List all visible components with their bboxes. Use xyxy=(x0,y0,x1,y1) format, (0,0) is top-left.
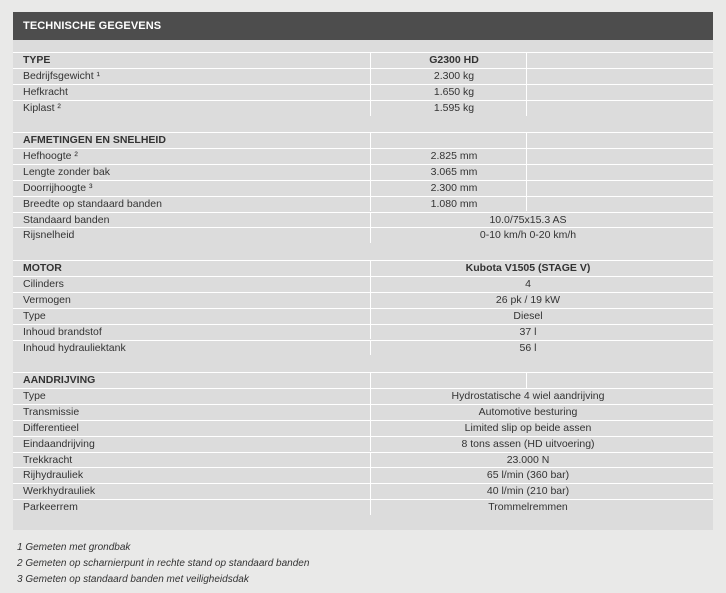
spec-value: 4 xyxy=(525,277,531,290)
spec-label: Eindaandrijving xyxy=(23,437,95,450)
column-divider xyxy=(370,421,371,436)
column-divider xyxy=(370,228,371,243)
spec-value: 23.000 N xyxy=(506,453,550,466)
spec-label: Trekkracht xyxy=(23,453,73,466)
spec-row xyxy=(13,292,713,308)
column-divider xyxy=(370,389,371,404)
column-divider xyxy=(370,261,371,276)
spec-row xyxy=(13,164,713,180)
spec-value: 1.080 mm xyxy=(430,197,478,210)
spec-row xyxy=(13,436,713,452)
column-divider xyxy=(370,500,371,515)
spec-value: Hydrostatische 4 wiel aandrijving xyxy=(451,389,605,402)
column-divider xyxy=(370,69,371,84)
spec-row xyxy=(13,388,713,404)
column-divider xyxy=(370,373,371,388)
spec-value: 26 pk / 19 kW xyxy=(495,293,561,306)
spec-value: 1.650 kg xyxy=(433,85,475,98)
spec-label: Vermogen xyxy=(23,293,71,306)
spec-value: 56 l xyxy=(519,341,537,354)
spec-value: 37 l xyxy=(519,325,537,338)
spec-label: Type xyxy=(23,389,46,402)
spec-label: Hefkracht xyxy=(23,85,68,98)
column-divider xyxy=(526,197,527,212)
spec-value: 1.595 kg xyxy=(433,101,475,114)
spec-row xyxy=(13,276,713,292)
spec-value: 2.300 mm xyxy=(430,181,478,194)
column-divider xyxy=(526,181,527,196)
spec-label: Rijsnelheid xyxy=(23,229,75,242)
column-divider xyxy=(370,277,371,292)
spec-value: 8 tons assen (HD uitvoering) xyxy=(461,437,595,450)
spec-row xyxy=(13,84,713,100)
spec-value: 40 l/min (210 bar) xyxy=(486,485,570,498)
column-divider xyxy=(370,437,371,452)
model-name: G2300 HD xyxy=(429,54,479,66)
spec-row xyxy=(13,180,713,196)
spec-label: Lengte zonder bak xyxy=(23,165,110,178)
footnote-3: 3 Gemeten op standaard banden met veiligheidsdak xyxy=(17,574,249,585)
footnote-2: 2 Gemeten op scharnierpunt in rechte stand op standaard banden xyxy=(17,558,310,569)
spec-row xyxy=(13,340,713,356)
section-heading-row xyxy=(13,372,713,388)
spec-row xyxy=(13,404,713,420)
column-divider xyxy=(370,309,371,324)
spec-row xyxy=(13,68,713,84)
column-divider xyxy=(370,341,371,356)
column-divider xyxy=(526,149,527,164)
column-divider xyxy=(526,165,527,180)
section-heading-row xyxy=(13,260,713,276)
column-divider xyxy=(370,101,371,116)
spec-label: Doorrijhoogte ³ xyxy=(23,181,93,194)
spec-label: Parkeerrem xyxy=(23,501,78,514)
spec-label: Hefhoogte ² xyxy=(23,149,78,162)
spec-row xyxy=(13,148,713,164)
footnote-1: 1 Gemeten met grondbak xyxy=(17,542,131,553)
column-divider xyxy=(526,69,527,84)
spec-row xyxy=(13,100,713,116)
spec-value: 0-10 km/h 0-20 km/h xyxy=(479,229,577,242)
spec-row xyxy=(13,212,713,228)
spec-value: 65 l/min (360 bar) xyxy=(486,469,570,482)
section-heading: AFMETINGEN EN SNELHEID xyxy=(23,134,166,146)
spec-value: 3.065 mm xyxy=(430,165,478,178)
section-header xyxy=(13,12,713,40)
spec-label: Breedte op standaard banden xyxy=(23,197,162,210)
column-divider xyxy=(526,133,527,148)
header-title: TECHNISCHE GEGEVENS xyxy=(23,20,162,32)
spec-value: Limited slip op beide assen xyxy=(464,421,592,434)
section-heading: MOTOR xyxy=(23,262,62,274)
column-divider xyxy=(370,293,371,308)
spec-label: Standaard banden xyxy=(23,213,110,226)
column-divider xyxy=(370,405,371,420)
section-heading-row xyxy=(13,52,713,68)
spec-label: Inhoud brandstof xyxy=(23,325,102,338)
spec-row xyxy=(13,196,713,212)
column-divider xyxy=(370,197,371,212)
column-divider xyxy=(370,165,371,180)
spec-row xyxy=(13,499,713,515)
column-divider xyxy=(370,484,371,499)
spec-value: 2.300 kg xyxy=(433,69,475,82)
section-heading: AANDRIJVING xyxy=(23,374,96,386)
spec-value: 10.0/75x15.3 AS xyxy=(489,213,567,226)
column-divider xyxy=(370,453,371,468)
spec-row xyxy=(13,308,713,324)
spec-label: Kiplast ² xyxy=(23,101,61,114)
footnotes xyxy=(17,540,309,588)
spec-row xyxy=(13,467,713,483)
spec-label: Inhoud hydrauliektank xyxy=(23,341,126,354)
spec-value: Automotive besturing xyxy=(478,405,578,418)
column-divider xyxy=(370,149,371,164)
column-divider xyxy=(526,53,527,68)
spec-value: Diesel xyxy=(513,309,543,322)
model-name: Kubota V1505 (STAGE V) xyxy=(465,262,591,274)
column-divider xyxy=(526,373,527,388)
spec-row xyxy=(13,227,713,243)
spec-value: Trommelremmen xyxy=(488,501,568,514)
column-divider xyxy=(370,85,371,100)
column-divider xyxy=(370,213,371,228)
spec-label: Rijhydrauliek xyxy=(23,469,84,482)
column-divider xyxy=(370,53,371,68)
column-divider xyxy=(370,133,371,148)
column-divider xyxy=(526,101,527,116)
spec-row xyxy=(13,483,713,499)
column-divider xyxy=(370,468,371,483)
column-divider xyxy=(370,181,371,196)
spec-value: 2.825 mm xyxy=(430,149,478,162)
section-heading: TYPE xyxy=(23,54,51,66)
spec-row xyxy=(13,420,713,436)
column-divider xyxy=(370,325,371,340)
spec-label: Cilinders xyxy=(23,277,64,290)
spec-label: Differentieel xyxy=(23,421,79,434)
section-heading-row xyxy=(13,132,713,148)
spec-label: Type xyxy=(23,309,46,322)
spec-label: Bedrijfsgewicht ¹ xyxy=(23,69,101,82)
spec-row xyxy=(13,324,713,340)
spec-row xyxy=(13,452,713,468)
spec-label: Werkhydrauliek xyxy=(23,485,96,498)
column-divider xyxy=(526,85,527,100)
spec-label: Transmissie xyxy=(23,405,80,418)
